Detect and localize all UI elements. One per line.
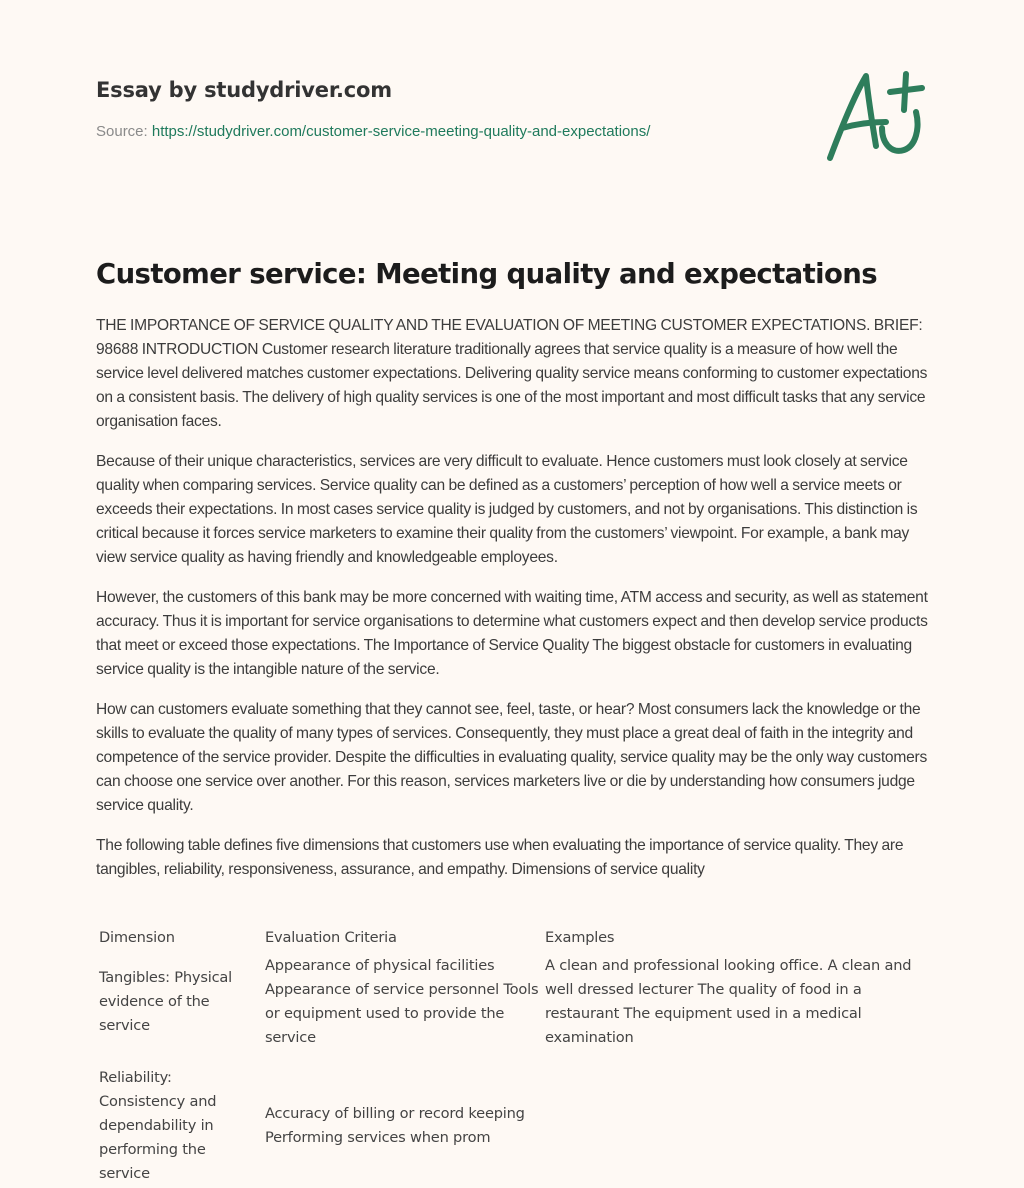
source-line (96, 122, 796, 142)
article-body (96, 314, 930, 898)
column-header-dimension: Dimension (99, 929, 175, 946)
paragraph: Because of their unique characteristics, services are very difficult to evaluate. Hence customers must look closely at service quality when comparing services. Service quality can be defined as a customers’ perception of how well a service meets or exceeds their expectations. In most cases service quality is judged by customers, and not by organisations. This distinction is critical because it forces service marketers to examine their quality from the customers’ viewpoint. For example, a bank may view service quality as having friendly and knowledgeable employees. (96, 453, 918, 566)
paragraph: THE IMPORTANCE OF SERVICE QUALITY AND THE EVALUATION OF MEETING CUSTOMER EXPECTATIONS. BRIEF: 98688 INTRODUCTION Customer research literature traditionally agrees that service quality is a measure of how well the service level delivered matches customer expectations. Delivering quality service means conforming to customer expectations on a consistent basis. The delivery of high quality services is one of the most important and most difficult tasks that any service organisation faces. (96, 317, 928, 430)
paragraph: However, the customers of this bank may be more concerned with waiting time, ATM access and security, as well as statement accuracy. Thus it is important for service organisations to determine what customers expect and then develop service products that meet or exceed those expectations. The Importance of Service Quality The biggest obstacle for customers in evaluating service quality is the intangible nature of the service. (96, 589, 928, 678)
paragraph: How can customers evaluate something that they cannot see, feel, taste, or hear? Most consumers lack the knowledge or the skills to evaluate the quality of many types of services. Consequently, they must place a great deal of faith in the integrity and competence of the service provider. Despite the difficulties in evaluating quality, service quality may be the only way customers can choose one service over another. For this reason, services marketers live or die by understanding how consumers judge service quality. (96, 701, 927, 814)
source-label: Source: (96, 123, 152, 140)
dimension-cell: Reliability: Consistency and dependability in performing the service (99, 1069, 217, 1182)
criteria-cell: Appearance of physical facilities Appearance of service personnel Tools or equipment used to provide the service (265, 957, 539, 1046)
source-link[interactable]: https://studydriver.com/customer-service-meeting-quality-and-expectations/ (151, 123, 651, 140)
paragraph: The following table defines five dimensions that customers use when evaluating the importance of service quality. They are tangibles, reliability, responsiveness, assurance, and empathy. Dimensions of service quality (96, 837, 904, 878)
table-header-row (96, 924, 924, 952)
table-row (96, 952, 924, 1064)
column-header-examples: Examples (545, 929, 615, 946)
column-header-criteria: Evaluation Criteria (265, 929, 397, 946)
dimension-cell: Tangibles: Physical evidence of the service (99, 969, 233, 1034)
criteria-cell: Accuracy of billing or record keeping Performing services when prom (265, 1105, 525, 1146)
a-plus-grade-icon (820, 66, 930, 166)
examples-cell (542, 1064, 924, 1188)
table-row (96, 1064, 924, 1188)
article-title: Customer service: Meeting quality and expectations (96, 258, 877, 290)
service-quality-dimensions-table (96, 924, 924, 1188)
site-brand: Essay by studydriver.com (96, 78, 392, 102)
page-header (96, 72, 796, 142)
examples-cell: A clean and professional looking office. A clean and well dressed lecturer The quality of food in a restaurant The equipment used in a medical examination (545, 957, 912, 1046)
